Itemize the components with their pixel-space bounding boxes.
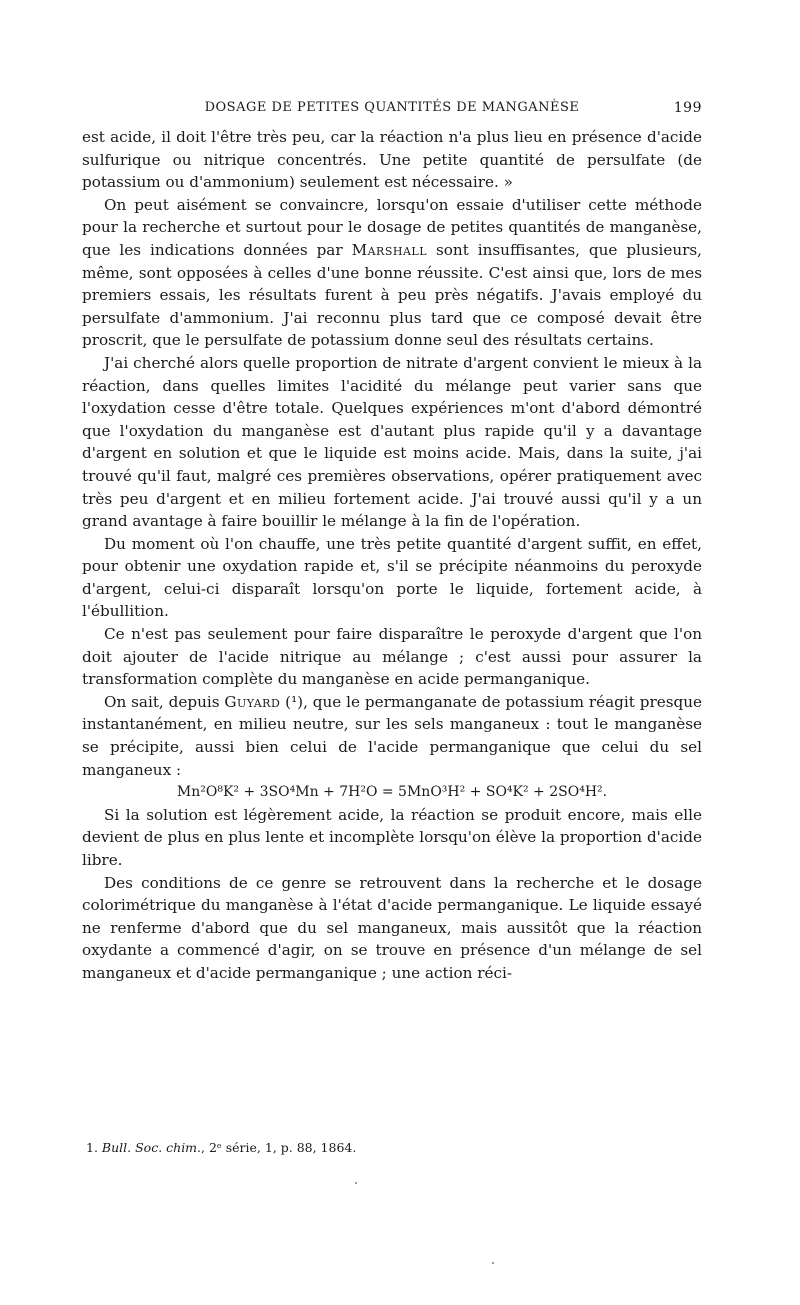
footnote-source: Bull. Soc. chim.: [101, 1140, 202, 1155]
author-name-marshall: Marshall: [351, 240, 428, 259]
chemical-equation: Mn²O⁸K² + 3SO⁴Mn + 7H²O = 5MnO³H² + SO⁴K² + 2SO⁴H².: [176, 784, 608, 801]
paragraph-4: Du moment où l'on chauffe, une très petite quantité d'argent suffit, en effet, pour obtenir une oxydation rapide et, s'il se précipite néanmoins du peroxyde d'argent, celui-ci disparaît lorsqu'on porte le liquide, fortement acide, à l'ébullition.: [82, 534, 702, 621]
paragraph-6-end: , que le permanganate de potassium réagit presque instantanément, en milieu neutre, sur les sels manganeux : tout le manganèse se précipite, aussi bien celui de l'acide permanganique que celui du sel manganeux :: [82, 692, 702, 779]
paragraph-6: [82, 691, 702, 781]
running-header: [82, 100, 702, 115]
footnote: [86, 1140, 356, 1155]
footnote-reference: (¹): [280, 692, 304, 711]
header-title: DOSAGE DE PETITES QUANTITÉS DE MANGANÈSE: [204, 100, 580, 115]
paragraph-8: Des conditions de ce genre se retrouvent dans la recherche et le dosage colorimétrique du manganèse à l'état d'acide permanganique. Le liquide essayé ne renferme d'abord que du sel manganeux, mais aussitôt que la réaction oxydante a commencé d'agir, on se trouve en présence d'un mélange de sel manganeux et d'acide permanganique ; une action réci-: [82, 873, 702, 982]
body-text: [82, 126, 702, 985]
paragraph-2-start: On peut aisément se convaincre, lorsqu'on essaie d'utiliser cette méthode pour la recherche et surtout pour le dosage de petites quantités de manganèse, que les indications données par: [82, 195, 702, 259]
paragraph-6-start: On sait, depuis: [104, 692, 225, 711]
footnote-number: 1.: [86, 1140, 98, 1155]
paragraph-1: est acide, il doit l'être très peu, car la réaction n'a plus lieu en présence d'acide sulfurique ou nitrique concentrés. Une petite quantité de persulfate (de potassium ou d'ammonium) seulement est nécessaire. »: [82, 128, 702, 192]
paragraph-2: [82, 194, 702, 352]
footnote-details: , 2ᵉ série, 1, p. 88, 1864.: [201, 1140, 357, 1155]
paragraph-3: J'ai cherché alors quelle proportion de nitrate d'argent convient le mieux à la réaction, dans quelles limites l'acidité du mélange peut varier sans que l'oxydation cesse d'être totale. Quelques expériences m'ont d'abord démontré que l'oxydation du manganèse est d'autant plus rapide qu'il y a davantage d'argent en solution et que le liquide est moins acide. Mais, dans la suite, j'ai trouvé qu'il faut, malgré ces premières observations, opérer pratiquement avec très peu d'argent et en milieu fortement acide. J'ai trouvé aussi qu'il y a un grand avantage à faire bouillir le mélange à la fin de l'opération.: [82, 353, 702, 531]
paragraph-7: Si la solution est légèrement acide, la réaction se produit encore, mais elle devient de plus en plus lente et incomplète lorsqu'on élève la proportion d'acide libre.: [82, 805, 702, 869]
page-number: 199: [673, 100, 702, 116]
print-speck: [492, 1262, 494, 1264]
paragraph-5: Ce n'est pas seulement pour faire disparaître le peroxyde d'argent que l'on doit ajouter de l'acide nitrique au mélange ; c'est aussi pour assurer la transformation complète du manganèse en acide permanganique.: [82, 625, 702, 689]
paragraph-2-end: sont insuffisantes, que plusieurs, même, sont opposées à celles d'une bonne réussite. C'est ainsi que, lors de mes premiers essais, les résultats furent à peu près négatifs. J'avais employé du persulfate d'ammonium. J'ai reconnu plus tard que ce composé devait être proscrit, que le persulfate de potassium donne seul des résultats certains.: [82, 240, 702, 350]
author-name-guyard: Guyard: [224, 692, 281, 711]
print-speck: [355, 1182, 357, 1184]
